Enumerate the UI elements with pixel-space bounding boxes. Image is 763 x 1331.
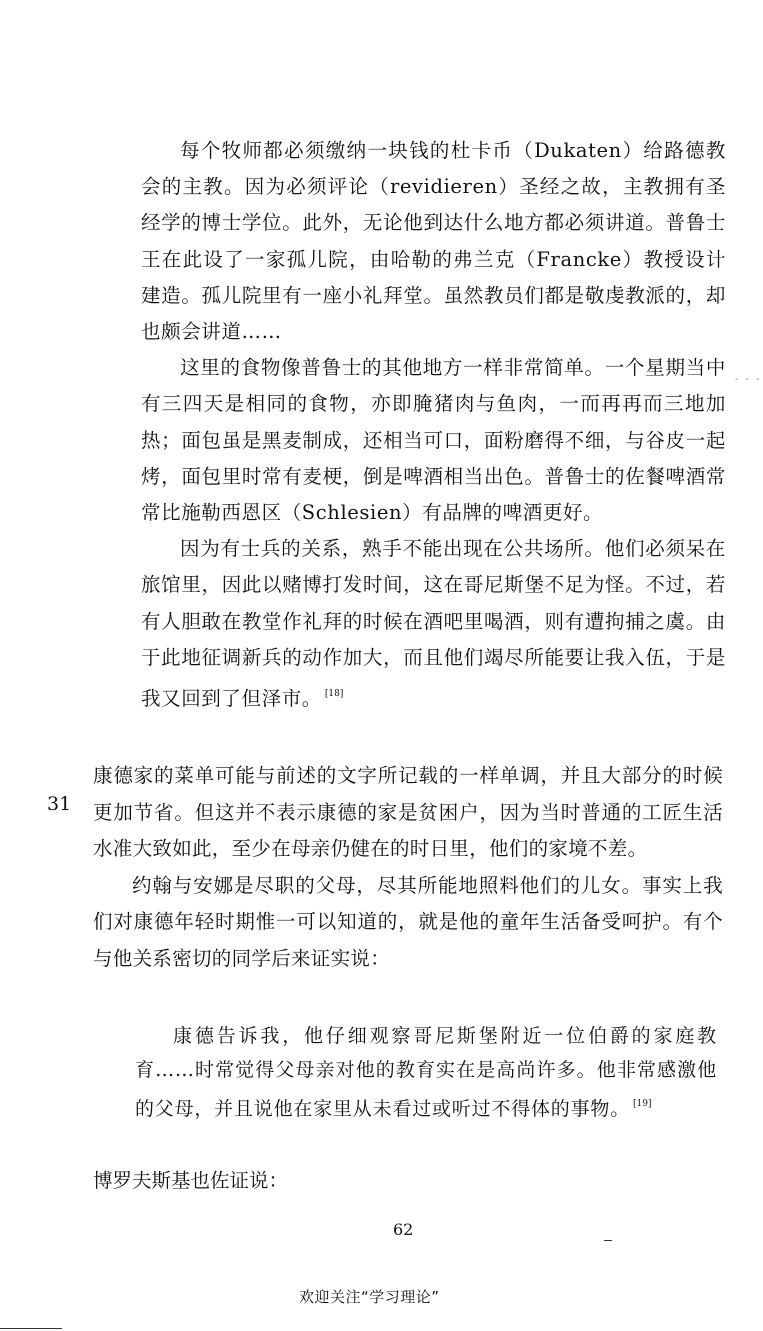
body-paragraph-1: 康德家的菜单可能与前述的文字所记载的一样单调，并且大部分的时候更加节省。但这并不表示康德的家是贫困户，因为当时普通的工匠生活水准大致如此，至少在母亲仍健在的时日里，他们的家境不差。 [93, 764, 723, 860]
stray-marks: - - - [735, 374, 762, 385]
margin-page-number: 31 [47, 793, 72, 815]
quote1-paragraph-3 [141, 531, 726, 717]
body-paragraph-2: 约翰与安娜是尽职的父母，尽其所能地照料他们的儿女。事实上我们对康德年轻时期惟一可以知道的，就是他的童年生活备受呵护。有个与他关系密切的同学后来证实说： [93, 873, 723, 970]
quote1-paragraph-1: 每个牧师都必须缴纳一块钱的杜卡币（Dukaten）给路德教会的主教。因为必须评论（revidieren）圣经之故，主教拥有圣经学的博士学位。此外，无论他到达什么地方都必须讲道。普鲁士王在此设了一家孤儿院，由哈勒的弗兰克（Francke）教授设计建造。孤儿院里有一座小礼拜堂。虽然教员们都是敬虔教派的，却也颇会讲道…… [141, 139, 726, 344]
body-text-2 [93, 1163, 723, 1199]
body-paragraph-3: 博罗夫斯基也佐证说： [93, 1169, 289, 1192]
footnote-ref-18[interactable]: [18] [324, 689, 344, 700]
quote1-paragraph-2: 这里的食物像普鲁士的其他地方一样非常简单。一个星期当中有三四天是相同的食物，亦即腌猪肉与鱼肉，一而再再而三地加热；面包虽是黑麦制成，还相当可口，面粉磨得不细，与谷皮一起烤，面包里时常有麦梗，倒是啤酒相当出色。普鲁士的佐餐啤酒常常比施勒西恩区（Schlesien）有品牌的啤酒更好。 [141, 356, 726, 525]
block-quote-1 [141, 133, 726, 717]
stray-tick [604, 1240, 612, 1241]
quote1-paragraph-3-text: 因为有士兵的关系，熟手不能出现在公共场所。他们必须呆在旅馆里，因此以赌博打发时间，这在哥尼斯堡不足为怪。不过，若有人胆敢在教堂作礼拜的时候在酒吧里喝酒，则有遭拘捕之虞。由于此地征调新兵的动作加大，而且他们竭尽所能要让我入伍，于是我又回到了但泽市。 [141, 537, 726, 711]
page-number: 62 [393, 1220, 414, 1239]
quote2-paragraph [135, 1019, 717, 1126]
quote2-text: 康德告诉我，他仔细观察哥尼斯堡附近一位伯爵的家庭教育……时常觉得父母亲对他的教育实在是高尚许多。他非常感激他的父母，并且说他在家里从未看过或听过不得体的事物。 [135, 1025, 717, 1120]
footnote-ref-19[interactable]: [19] [633, 1099, 652, 1109]
footer-note: 欢迎关注“学习理论” [299, 1288, 440, 1306]
body-text-1 [93, 758, 723, 977]
bottom-rule [0, 1328, 62, 1329]
block-quote-2 [135, 1019, 717, 1126]
